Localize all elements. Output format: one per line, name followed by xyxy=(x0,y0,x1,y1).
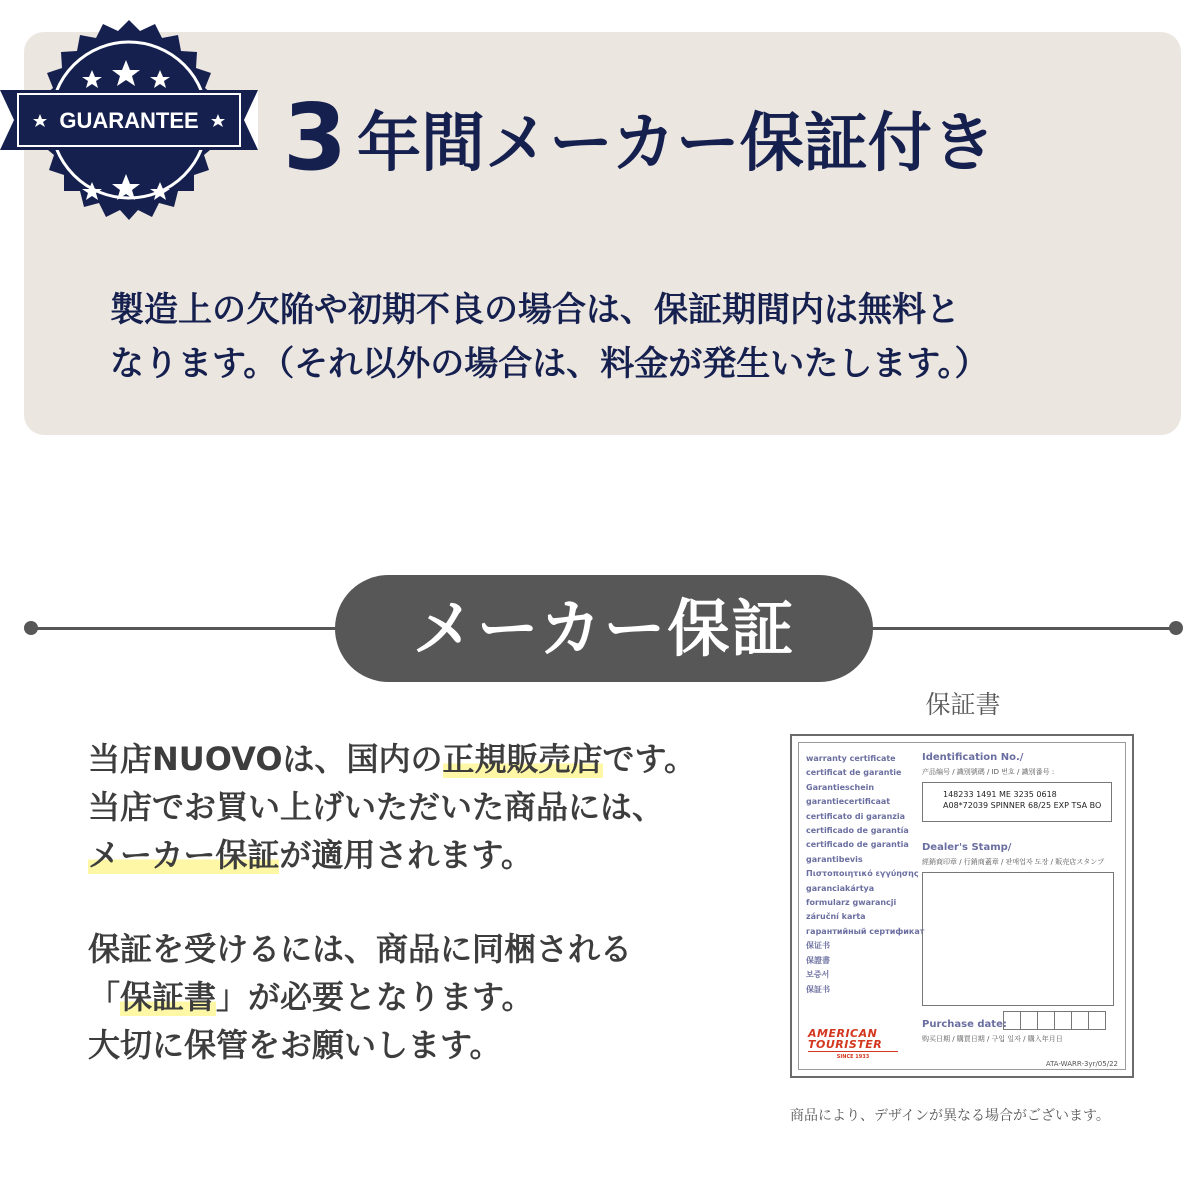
date-box xyxy=(1088,1011,1106,1030)
headline-number: 3 xyxy=(283,84,348,191)
date-box xyxy=(1020,1011,1038,1030)
divider-left-dot xyxy=(24,621,38,635)
logo-since: SINCE 1933 xyxy=(808,1051,898,1063)
warranty-explanation xyxy=(88,735,696,1069)
description-line-2: なります。（それ以外の場合は、料金が発生いたします。） xyxy=(110,344,989,384)
badge-label: GUARANTEE xyxy=(59,108,199,133)
explanation-line-4: 保証を受けるには、商品に同梱される xyxy=(88,930,633,968)
language-item: warranty certificate xyxy=(806,754,896,763)
guarantee-badge xyxy=(0,14,258,220)
language-item: certificat de garantie xyxy=(806,768,902,778)
language-item: certificato di garanzia xyxy=(806,811,906,821)
explanation-line-6: 大切に保管をお願いします。 xyxy=(88,1026,502,1064)
language-item: 保証书 xyxy=(806,984,830,994)
section-title: メーカー保証 xyxy=(335,575,873,682)
purchase-date-boxes xyxy=(1004,1011,1106,1029)
date-box xyxy=(1003,1011,1021,1030)
american-tourister-logo xyxy=(808,1028,898,1063)
identification-box xyxy=(922,782,1112,822)
warranty-certificate-image xyxy=(790,734,1134,1078)
language-item: garantiecertificaat xyxy=(806,797,891,807)
identification-line-2: A08*72039 SPINNER 68/25 EXP TSA BO xyxy=(943,801,1102,810)
date-box xyxy=(1054,1011,1072,1030)
purchase-date-sublabel: 购买日期 / 購買日期 / 구입 일자 / 購入年月日 xyxy=(922,1035,1063,1043)
divider-right-dot xyxy=(1169,621,1183,635)
paragraph-gap xyxy=(88,879,696,925)
explanation-line-1 xyxy=(88,735,696,783)
language-item: Garantieschein xyxy=(806,782,875,792)
language-item: certificado de garantía xyxy=(806,826,909,836)
logo-line-1: AMERICAN xyxy=(808,1027,878,1040)
language-item: 保證書 xyxy=(806,955,830,965)
language-item: garanciakártya xyxy=(806,883,875,893)
dealer-stamp-sublabel: 經銷商印章 / 行銷商蓋章 / 판매업자 도장 / 販売店スタンプ xyxy=(922,858,1105,866)
language-item: Πιστοποιητικό εγγύησης xyxy=(806,869,919,879)
language-item: formularz gwarancji xyxy=(806,898,897,908)
identification-label: Identification No./ xyxy=(922,752,1024,763)
highlight-warranty-card: 保証書 xyxy=(120,978,217,1016)
identification-sublabel: 产品编号 / 識別號碼 / ID 번호 / 識別番号 : xyxy=(922,768,1055,776)
explanation-line-2: 当店でお買い上げいただいた商品には、 xyxy=(88,788,665,826)
text-segment: 「 xyxy=(88,978,121,1016)
certificate-caption: 保証書 xyxy=(925,690,1001,719)
description-line-1: 製造上の欠陥や初期不良の場合は、保証期間内は無料と xyxy=(110,290,960,330)
date-box xyxy=(1071,1011,1089,1030)
dealer-stamp-box xyxy=(922,872,1114,1006)
text-segment: が適用されます。 xyxy=(279,836,533,874)
purchase-date-label: Purchase date: xyxy=(922,1019,1007,1030)
language-item: garantibevis xyxy=(806,854,863,864)
logo-line-2: TOURISTER xyxy=(808,1038,883,1051)
language-item: certificado de garantia xyxy=(806,840,909,850)
explanation-line-3 xyxy=(88,831,696,879)
date-box xyxy=(1037,1011,1055,1030)
language-item: 보증서 xyxy=(806,970,830,980)
text-segment: です。 xyxy=(602,740,696,778)
language-item: гарантийный сертификат xyxy=(806,926,925,936)
headline-text: 年間メーカー保証付き xyxy=(357,107,996,181)
page-headline xyxy=(283,84,996,194)
language-item: 保证书 xyxy=(806,941,830,951)
certificate-language-list xyxy=(806,752,924,997)
language-item: záruční karta xyxy=(806,912,866,922)
highlight-manufacturer-warranty: メーカー保証 xyxy=(88,836,280,874)
text-segment: 」が必要となります。 xyxy=(216,978,534,1016)
dealer-stamp-label: Dealer's Stamp/ xyxy=(922,842,1012,853)
design-note: 商品により、デザインが異なる場合がございます。 xyxy=(790,1108,1110,1124)
identification-line-1: 148233 1491 ME 3235 0618 xyxy=(943,790,1057,799)
text-segment: 当店NUOVOは、国内の xyxy=(88,740,443,778)
highlight-authorized-dealer: 正規販売店 xyxy=(442,740,603,778)
guarantee-description xyxy=(110,283,989,391)
certificate-code: ATA-WARR-3yr/05/22 xyxy=(1045,1060,1118,1068)
explanation-line-5 xyxy=(88,973,696,1021)
